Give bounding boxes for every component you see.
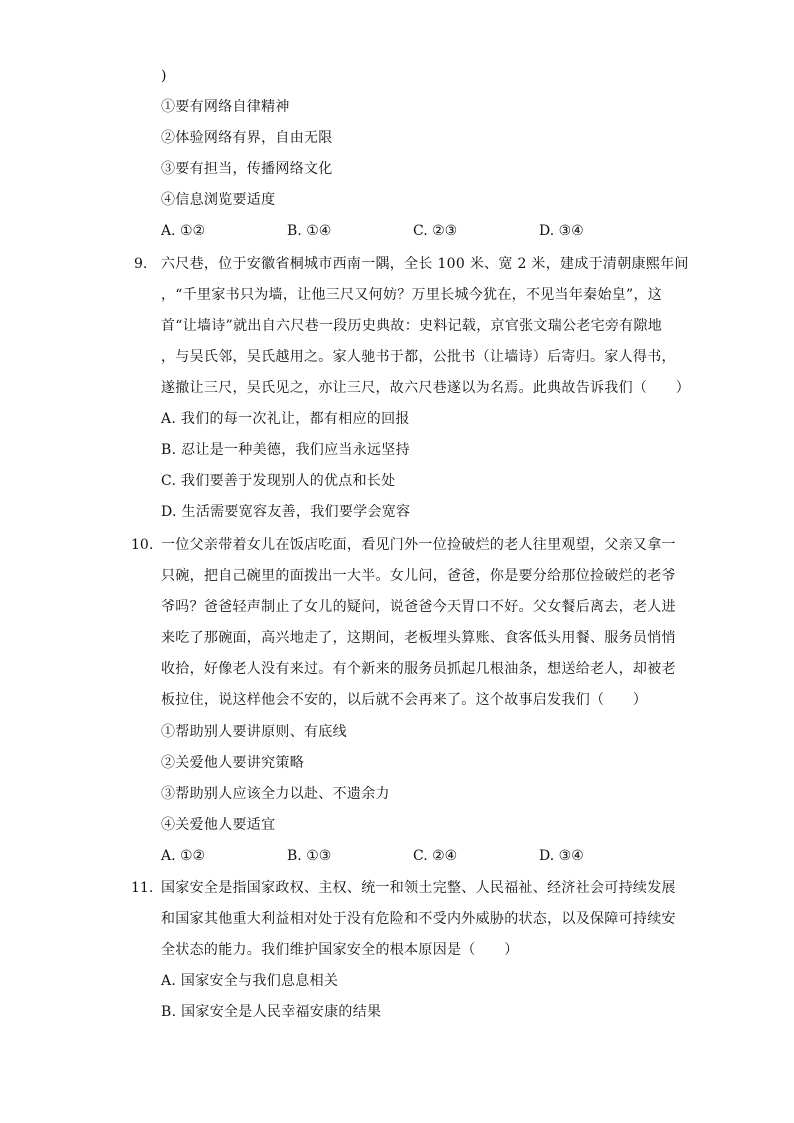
- q8-choice-c: C. ②③: [413, 223, 458, 239]
- q9-line-5: 遂撤让三尺，吴氏见之，亦让三尺，故六尺巷遂以为名焉。此典故告诉我们（ ）: [161, 380, 691, 396]
- q9-line-2: ，“千里家书只为墙，让他三尺又何妨？万里长城今犹在，不见当年秦始皇”，这: [161, 287, 663, 303]
- q10-item-4: ④关爱他人要适宜: [161, 817, 276, 833]
- q11-line-2: 和国家其他重大利益相对处于没有危险和不受内外威胁的状态，以及保障可持续安: [161, 911, 676, 927]
- q10-line-5: 收拾，好像老人没有来过。有个新来的服务员抓起几根油条，想送给老人，却被老: [161, 661, 676, 677]
- q9-option-a: A. 我们的每一次礼让，都有相应的回报: [161, 411, 410, 427]
- q10-line-4: 来吃了那碗面，高兴地走了，这期间，老板埋头算账、食客低头用餐、服务员悄悄: [161, 630, 676, 646]
- q10-item-3: ③帮助别人应该全力以赴、不遗余力: [161, 786, 390, 802]
- q11-line-1: 国家安全是指国家政权、主权、统一和领土完整、人民福祉、经济社会可持续发展: [161, 880, 676, 896]
- q8-choice-d: D. ③④: [539, 223, 584, 239]
- q8-choice-b: B. ①④: [287, 223, 332, 239]
- q10-line-2: 只碗，把自己碗里的面拨出一大半。女儿问，爸爸，你是要分给那位捡破烂的老爷: [161, 568, 676, 584]
- q9-option-b: B. 忍让是一种美德，我们应当永远坚持: [161, 442, 410, 458]
- q10-line-3: 爷吗？爸爸轻声制止了女儿的疑问，说爸爸今天胃口不好。父女餐后离去，老人进: [161, 599, 676, 615]
- q8-item-3: ③要有担当，传播网络文化: [161, 161, 333, 177]
- q9-line-1: 六尺巷，位于安徽省桐城市西南一隅，全长 100 米、宽 2 米，建成于清朝康熙年间: [161, 256, 689, 272]
- q9-line-3: 首“让墙诗”就出自六尺巷一段历史典故：史料记载，京官张文瑞公老宅旁有隙地: [161, 318, 663, 334]
- q8-item-1: ①要有网络自律精神: [161, 99, 290, 115]
- q10-choice-c: C. ②④: [413, 848, 458, 864]
- q8-paren-close: ): [161, 68, 167, 84]
- q10-line-6: 板拉住，说这样他会不安的，以后就不会再来了。这个故事启发我们（ ）: [161, 692, 648, 708]
- q9-line-4: ，与吴氏邻，吴氏越用之。家人驰书于都，公批书（让墙诗）后寄归。家人得书，: [161, 349, 676, 365]
- q10-item-2: ②关爱他人要讲究策略: [161, 755, 304, 771]
- q11-option-a: A. 国家安全与我们息息相关: [161, 973, 339, 989]
- q11-option-b: B. 国家安全是人民幸福安康的结果: [161, 1004, 382, 1020]
- q10-choice-b: B. ①③: [287, 848, 332, 864]
- q11-number: 11.: [131, 880, 154, 896]
- q10-number: 10.: [131, 537, 154, 553]
- q11-line-3: 全状态的能力。我们维护国家安全的根本原因是（ ）: [161, 942, 519, 958]
- q8-item-4: ④信息浏览要适度: [161, 192, 276, 208]
- q9-option-d: D. 生活需要宽容友善，我们要学会宽容: [161, 504, 411, 520]
- q9-number: 9.: [134, 256, 148, 272]
- q10-item-1: ①帮助别人要讲原则、有底线: [161, 724, 347, 740]
- q8-item-2: ②体验网络有界，自由无限: [161, 130, 333, 146]
- q10-line-1: 一位父亲带着女儿在饭店吃面，看见门外一位捡破烂的老人往里观望，父亲又拿一: [161, 537, 676, 553]
- q9-option-c: C. 我们要善于发现别人的优点和长处: [161, 473, 396, 489]
- q8-choice-a: A. ①②: [161, 223, 206, 239]
- q10-choice-d: D. ③④: [539, 848, 584, 864]
- q10-choice-a: A. ①②: [161, 848, 206, 864]
